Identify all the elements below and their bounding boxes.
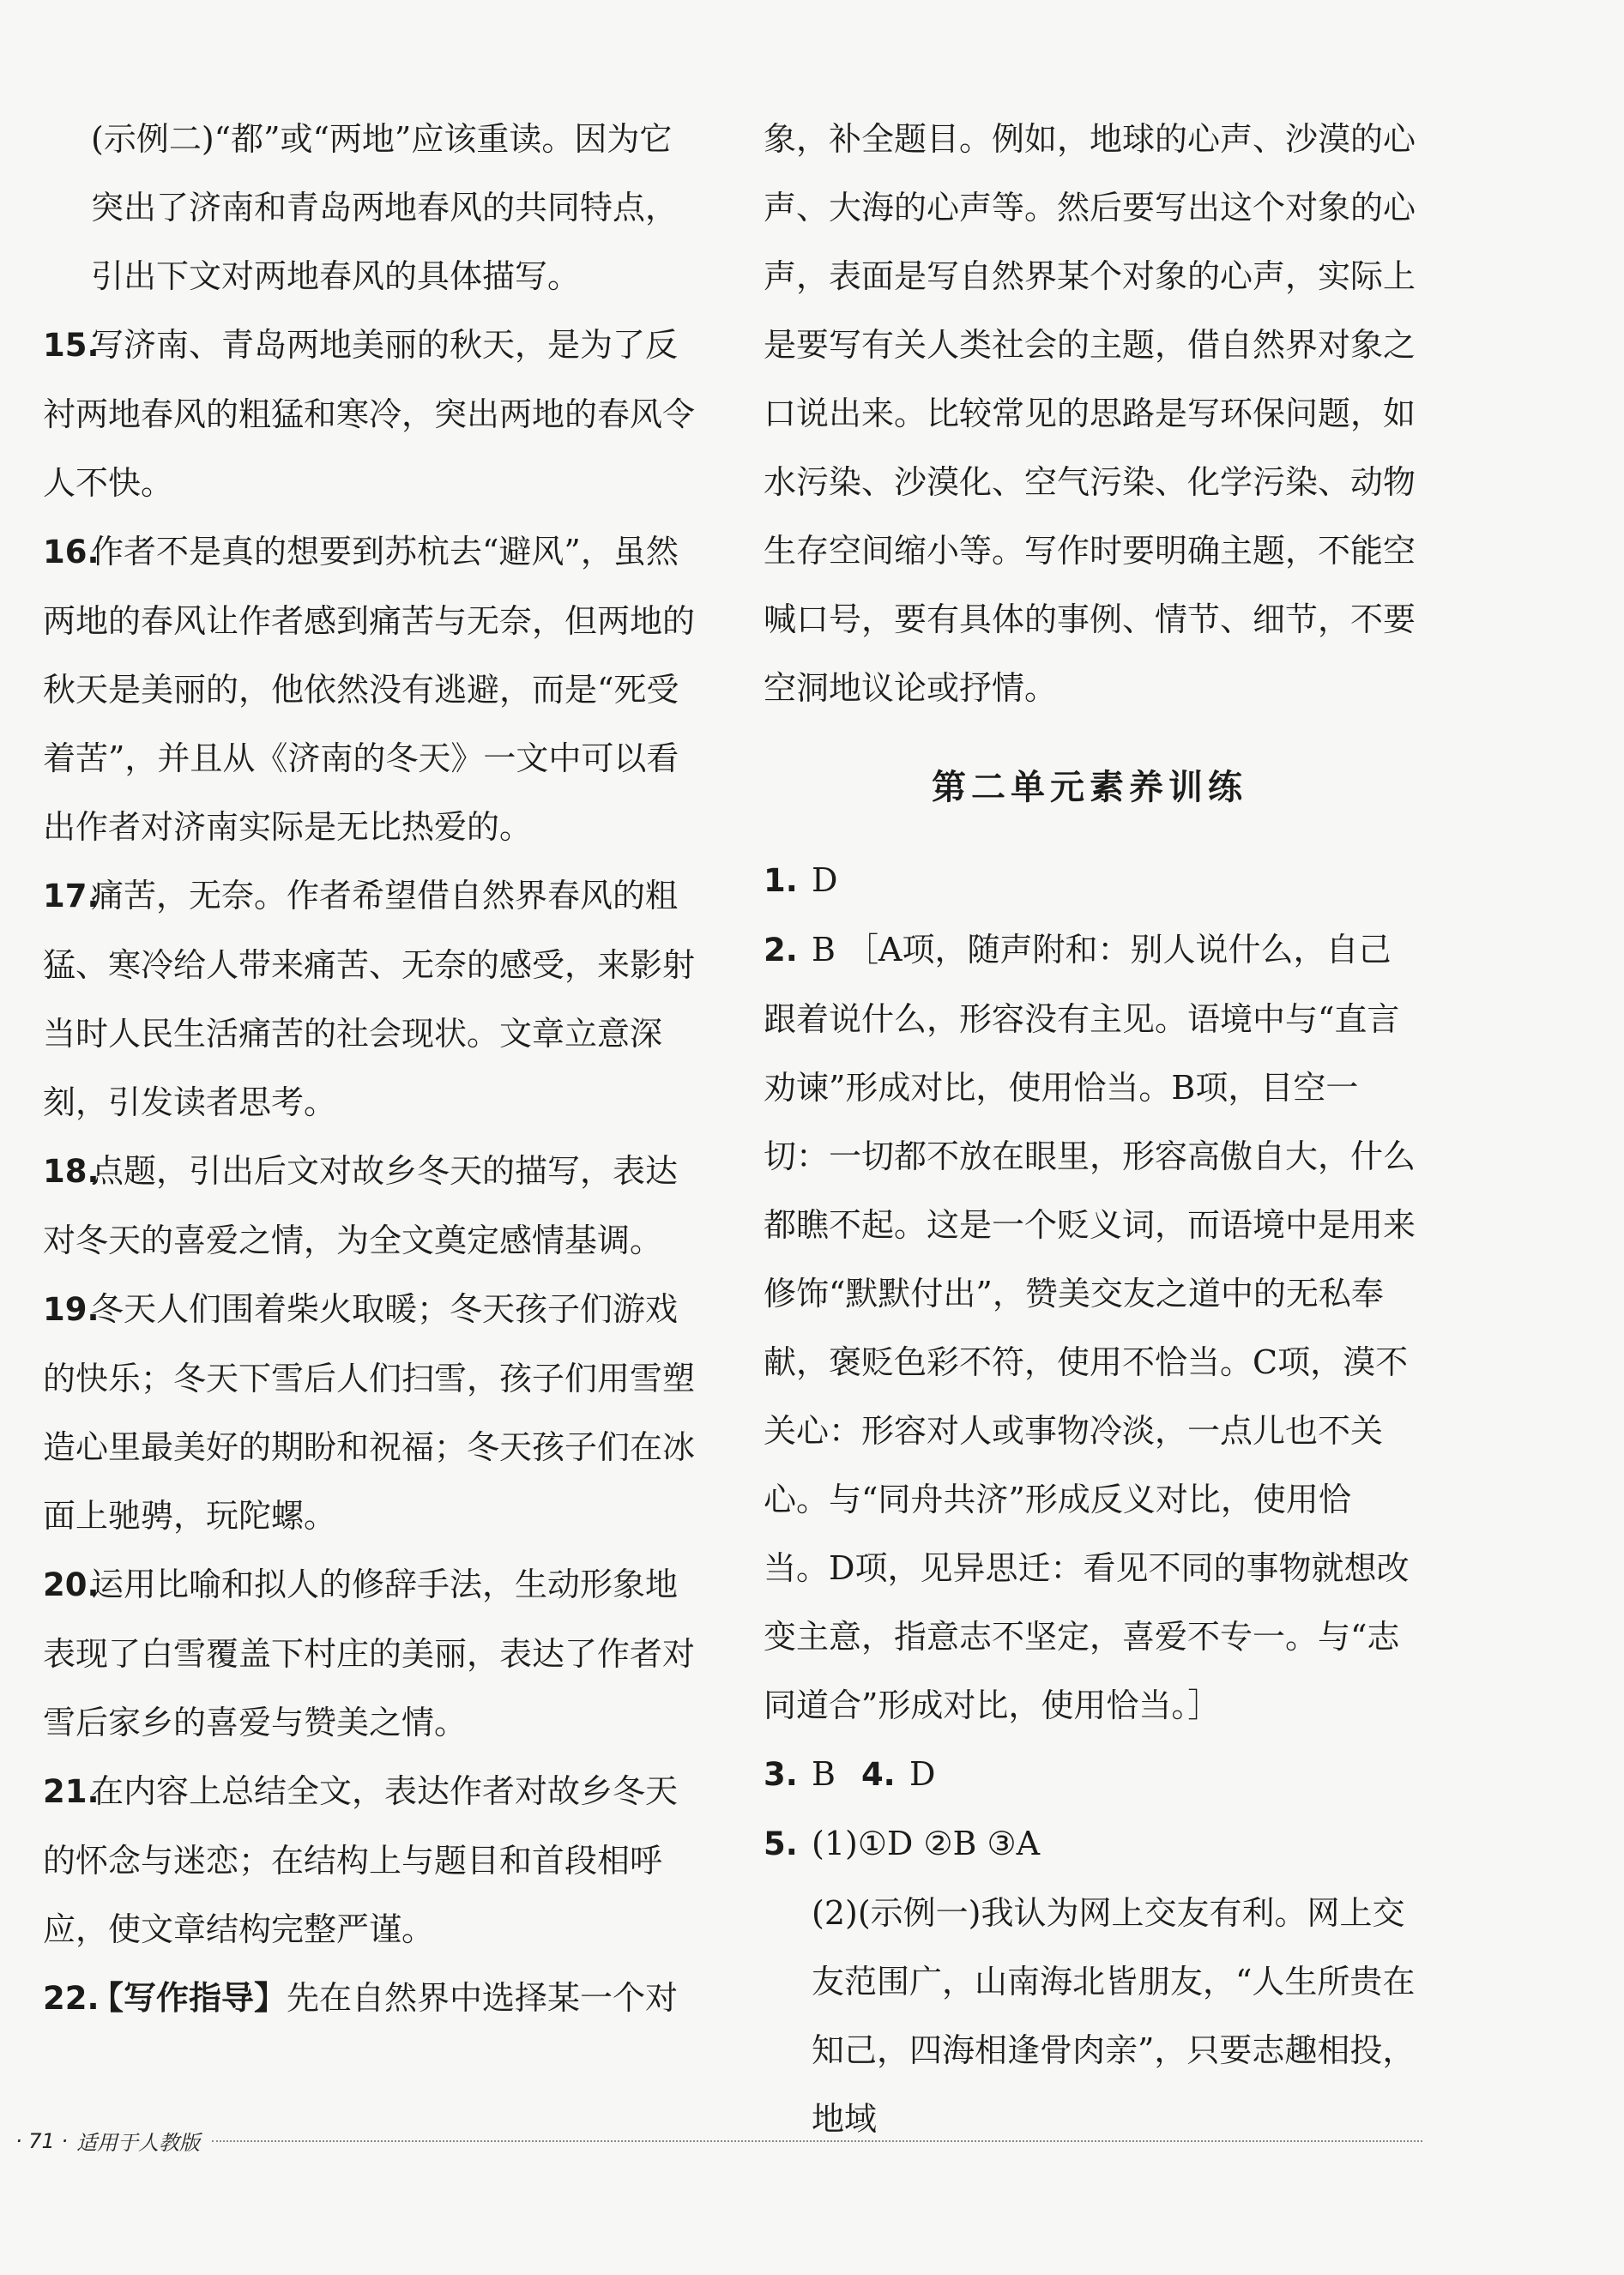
section-title: 第二单元素养训练 <box>932 768 1247 807</box>
answer-number: 18. <box>43 1153 100 1190</box>
answer-18: 18.点题，引出后文对故乡冬天的描写，表达对冬天的喜爱之情，为全文奠定感情基调。 <box>43 1137 703 1275</box>
answer-20: 20.运用比喻和拟人的修辞手法，生动形象地表现了白雪覆盖下村庄的美丽，表达了作者对雪后家乡的喜爱与赞美之情。 <box>43 1550 703 1757</box>
answer-15: 15.写济南、青岛两地美丽的秋天，是为了反衬两地春风的粗猛和寒冷，突出两地的春风令人不快。 <box>43 311 703 517</box>
answer-5-part-2: (2)(示例一)我认为网上交友有利。网上交友范围广，山南海北皆朋友，“人生所贵在知己，四海相逢骨肉亲”，只要志趣相投，地域 <box>812 1894 1416 2138</box>
answer-22-continuation: 象，补全题目。例如，地球的心声、沙漠的心声、大海的心声等。然后要写出这个对象的心声，表面是写自然界某个对象的心声，实际上是要写有关人类社会的主题，借自然界对象之口说出来。比较常见的思路是写环保问题，如水污染、沙漠化、空气污染、化学污染、动物生存空间缩小等。写作时要明确主题，不能空喊口号，要有具体的事例、情节、细节，不要空洞地议论或抒情。 <box>764 120 1416 707</box>
answer-number: 5. <box>764 1825 798 1862</box>
answer-5: 5. (1)①D ②B ③A <box>764 1809 1416 1879</box>
answer-number: 20. <box>43 1566 100 1603</box>
footer-dotted-rule <box>212 2140 1422 2142</box>
left-column <box>43 105 703 2033</box>
answer-2: 2. B ［A项，随声附和：别人说什么，自己跟着说什么，形容没有主见。语境中与“直言劝谏”形成对比，使用恰当。B项，目空一切：一切都不放在眼里，形容高傲自大，什么都瞧不起。这是一个贬义词，而语境中是用来修饰“默默付出”，赞美交友之道中的无私奉献，褒贬色彩不符，使用不恰当。C项，漠不关心：形容对人或事物冷淡，一点儿也不关心。与“同舟共济”形成反义对比，使用恰当。D项，见异思迁：看见不同的事物就想改变主意，指意志不坚定，喜爱不专一。与“志同道合”形成对比，使用恰当。］ <box>764 915 1416 1740</box>
right-column <box>764 105 1416 2153</box>
answer-3-4: 3. B 4. D <box>764 1740 1416 1809</box>
writing-guide-tag: 【写作指导】 <box>91 1979 287 2017</box>
answer-14-continuation: (示例二)“都”或“两地”应该重读。因为它突出了济南和青岛两地春风的共同特点，引出下文对两地春风的具体描写。 <box>91 120 679 295</box>
answer-19: 19.冬天人们围着柴火取暖；冬天孩子们游戏的快乐；冬天下雪后人们扫雪，孩子们用雪塑造心里最美好的期盼和祝福；冬天孩子们在冰面上驰骋，玩陀螺。 <box>43 1275 703 1550</box>
page-footer <box>15 2126 1422 2156</box>
answer-number: 21. <box>43 1773 100 1810</box>
answer-number: 19. <box>43 1291 100 1328</box>
answer-1: 1. D <box>764 846 1416 915</box>
answer-number: 1. <box>764 862 798 899</box>
answer-number: 22. <box>43 1980 100 2017</box>
page-number: · 71 · <box>15 2128 69 2153</box>
answer-17: 17.痛苦，无奈。作者希望借自然界春风的粗猛、寒冷给人带来痛苦、无奈的感受，来影射当时人民生活痛苦的社会现状。文章立意深刻，引发读者思考。 <box>43 861 703 1137</box>
answer-number: 2. <box>764 932 798 969</box>
answer-number: 17. <box>43 878 100 914</box>
answer-21: 21.在内容上总结全文，表达作者对故乡冬天的怀念与迷恋；在结构上与题目和首段相呼应，使文章结构完整严谨。 <box>43 1757 703 1964</box>
answer-number: 4. <box>860 1756 896 1793</box>
answer-16: 16.作者不是真的想要到苏杭去“避风”，虽然两地的春风让作者感到痛苦与无奈，但两地的秋天是美丽的，他依然没有逃避，而是“死受着苦”，并且从《济南的冬天》一文中可以看出作者对济南实际是无比热爱的。 <box>43 517 703 861</box>
answer-number: 16. <box>43 534 100 570</box>
edition-label: 适用于人教版 <box>76 2131 201 2155</box>
answer-number: 15. <box>43 327 100 364</box>
answer-22: 22.【写作指导】先在自然界中选择某一个对 <box>43 1964 703 2033</box>
answer-number: 3. <box>764 1756 798 1793</box>
